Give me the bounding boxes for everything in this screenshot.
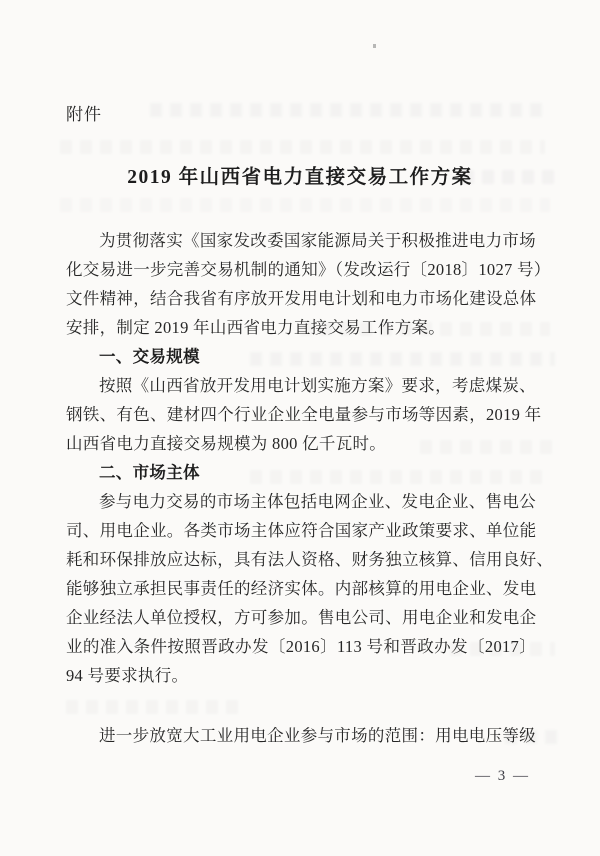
text-line: 文件精神，结合我省有序放开发用电计划和电力市场化建设总体 — [66, 289, 537, 308]
paragraph-intro — [66, 226, 551, 342]
text-line: 化交易进一步完善交易机制的通知》（发改运行〔2018〕1027 号） — [66, 260, 551, 279]
document-title: 2019 年山西省电力直接交易工作方案 — [127, 167, 473, 188]
paragraph-market-entities — [66, 487, 554, 690]
text-line: 企业经法人单位授权，方可参加。售电公司、用电企业和发电企 — [66, 608, 537, 627]
text-line: 一、交易规模 — [99, 347, 200, 366]
scan-speck — [373, 44, 376, 48]
text-line: 94 号要求执行。 — [66, 666, 189, 685]
text-line: 业的准入条件按照晋政办发〔2016〕113 号和晋政办发〔2017〕 — [66, 637, 536, 656]
attachment-label: 附件 — [66, 105, 102, 124]
section-heading-2 — [66, 458, 536, 487]
bleed-through-strip — [150, 103, 550, 117]
text-line: 二、市场主体 — [99, 463, 200, 482]
text-line: 山西省电力直接交易规模为 800 亿千瓦时。 — [66, 434, 387, 453]
paragraph-trade-scale — [66, 371, 542, 458]
bleed-through-strip — [60, 140, 545, 154]
text-line: 司、用电企业。各类市场主体应符合国家产业政策要求、单位能 — [66, 521, 537, 540]
page-number: — 3 — — [475, 768, 530, 784]
document-body — [66, 226, 554, 750]
section-heading-1 — [66, 342, 536, 371]
text-line: 进一步放宽大工业用电企业参与市场的范围：用电电压等级 — [99, 726, 536, 745]
text-line: 安排，制定 2019 年山西省电力直接交易工作方案。 — [66, 318, 446, 337]
text-line: 为贯彻落实《国家发改委国家能源局关于积极推进电力市场 — [99, 231, 536, 250]
text-line: 能够独立承担民事责任的经济实体。内部核算的用电企业、发电 — [66, 579, 537, 598]
text-line: 参与电力交易的市场主体包括电网企业、发电企业、售电公 — [99, 492, 536, 511]
text-line: 按照《山西省放开发用电计划实施方案》要求，考虑煤炭、 — [99, 376, 536, 395]
paragraph-scope-expansion — [66, 721, 536, 750]
text-line: 耗和环保排放应达标，具有法人资格、财务独立核算、信用良好、 — [66, 550, 554, 569]
text-line: 钢铁、有色、建材四个行业企业全电量参与市场等因素，2019 年 — [66, 405, 542, 424]
bleed-through-strip — [60, 198, 550, 212]
